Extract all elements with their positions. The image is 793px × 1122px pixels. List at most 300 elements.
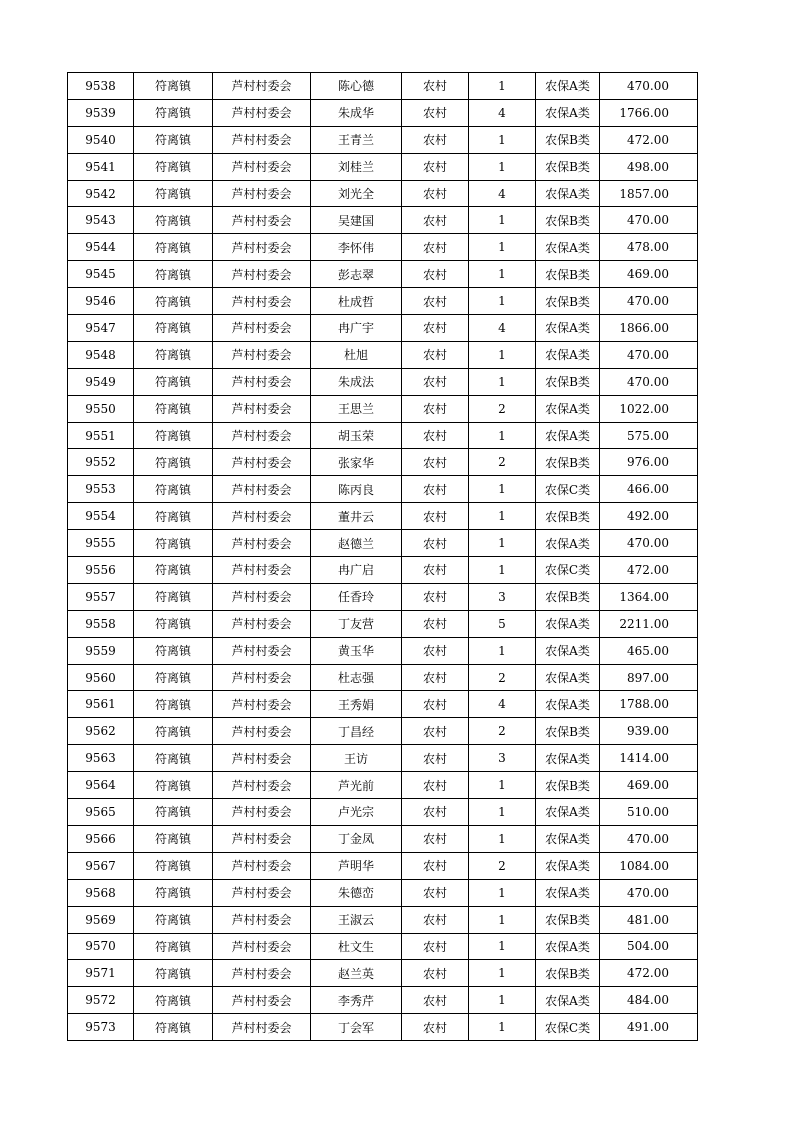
household-size-cell: 1 <box>469 422 536 449</box>
id-cell: 9543 <box>68 207 134 234</box>
name-cell: 丁昌经 <box>311 718 402 745</box>
town-cell: 符离镇 <box>134 745 213 772</box>
name-cell: 李怀伟 <box>311 234 402 261</box>
household-size-cell: 1 <box>469 637 536 664</box>
table-row <box>68 960 698 987</box>
village-cell: 芦村村委会 <box>213 180 311 207</box>
table-row <box>68 933 698 960</box>
household-size-cell: 1 <box>469 126 536 153</box>
table-row <box>68 745 698 772</box>
table-row <box>68 852 698 879</box>
table-row <box>68 99 698 126</box>
category-cell: 农保C类 <box>536 1014 600 1041</box>
household-size-cell: 1 <box>469 234 536 261</box>
category-cell: 农保A类 <box>536 234 600 261</box>
area-type-cell: 农村 <box>402 288 469 315</box>
name-cell: 吴建国 <box>311 207 402 234</box>
amount-cell: 897.00 <box>600 664 698 691</box>
area-type-cell: 农村 <box>402 99 469 126</box>
id-cell: 9557 <box>68 583 134 610</box>
amount-cell: 466.00 <box>600 476 698 503</box>
category-cell: 农保A类 <box>536 852 600 879</box>
town-cell: 符离镇 <box>134 395 213 422</box>
name-cell: 赵德兰 <box>311 530 402 557</box>
area-type-cell: 农村 <box>402 153 469 180</box>
household-size-cell: 1 <box>469 530 536 557</box>
town-cell: 符离镇 <box>134 180 213 207</box>
category-cell: 农保B类 <box>536 772 600 799</box>
id-cell: 9570 <box>68 933 134 960</box>
table-row <box>68 691 698 718</box>
amount-cell: 1364.00 <box>600 583 698 610</box>
name-cell: 胡玉荣 <box>311 422 402 449</box>
category-cell: 农保B类 <box>536 288 600 315</box>
household-size-cell: 1 <box>469 503 536 530</box>
area-type-cell: 农村 <box>402 315 469 342</box>
amount-cell: 1766.00 <box>600 99 698 126</box>
area-type-cell: 农村 <box>402 1014 469 1041</box>
category-cell: 农保A类 <box>536 180 600 207</box>
town-cell: 符离镇 <box>134 772 213 799</box>
village-cell: 芦村村委会 <box>213 341 311 368</box>
category-cell: 农保A类 <box>536 933 600 960</box>
area-type-cell: 农村 <box>402 503 469 530</box>
amount-cell: 510.00 <box>600 799 698 826</box>
village-cell: 芦村村委会 <box>213 718 311 745</box>
data-table <box>67 72 698 1041</box>
area-type-cell: 农村 <box>402 718 469 745</box>
area-type-cell: 农村 <box>402 664 469 691</box>
name-cell: 王青兰 <box>311 126 402 153</box>
amount-cell: 481.00 <box>600 906 698 933</box>
town-cell: 符离镇 <box>134 1014 213 1041</box>
id-cell: 9563 <box>68 745 134 772</box>
amount-cell: 469.00 <box>600 261 698 288</box>
name-cell: 冉广宇 <box>311 315 402 342</box>
village-cell: 芦村村委会 <box>213 449 311 476</box>
town-cell: 符离镇 <box>134 799 213 826</box>
table-row <box>68 234 698 261</box>
household-size-cell: 4 <box>469 180 536 207</box>
table-row <box>68 422 698 449</box>
village-cell: 芦村村委会 <box>213 288 311 315</box>
household-size-cell: 1 <box>469 557 536 584</box>
category-cell: 农保A类 <box>536 530 600 557</box>
category-cell: 农保A类 <box>536 395 600 422</box>
id-cell: 9572 <box>68 987 134 1014</box>
name-cell: 张家华 <box>311 449 402 476</box>
area-type-cell: 农村 <box>402 691 469 718</box>
name-cell: 王思兰 <box>311 395 402 422</box>
name-cell: 丁友营 <box>311 610 402 637</box>
village-cell: 芦村村委会 <box>213 799 311 826</box>
table-row <box>68 315 698 342</box>
household-size-cell: 1 <box>469 341 536 368</box>
household-size-cell: 1 <box>469 906 536 933</box>
table-row <box>68 718 698 745</box>
area-type-cell: 农村 <box>402 637 469 664</box>
category-cell: 农保B类 <box>536 503 600 530</box>
household-size-cell: 1 <box>469 207 536 234</box>
table-row <box>68 449 698 476</box>
table-row <box>68 610 698 637</box>
id-cell: 9560 <box>68 664 134 691</box>
id-cell: 9562 <box>68 718 134 745</box>
id-cell: 9555 <box>68 530 134 557</box>
amount-cell: 492.00 <box>600 503 698 530</box>
area-type-cell: 农村 <box>402 476 469 503</box>
area-type-cell: 农村 <box>402 126 469 153</box>
village-cell: 芦村村委会 <box>213 503 311 530</box>
id-cell: 9545 <box>68 261 134 288</box>
town-cell: 符离镇 <box>134 476 213 503</box>
id-cell: 9542 <box>68 180 134 207</box>
name-cell: 冉广启 <box>311 557 402 584</box>
town-cell: 符离镇 <box>134 906 213 933</box>
table-row <box>68 180 698 207</box>
table-row <box>68 987 698 1014</box>
area-type-cell: 农村 <box>402 557 469 584</box>
name-cell: 李秀芹 <box>311 987 402 1014</box>
household-size-cell: 3 <box>469 745 536 772</box>
category-cell: 农保A类 <box>536 315 600 342</box>
name-cell: 陈丙良 <box>311 476 402 503</box>
household-size-cell: 1 <box>469 153 536 180</box>
amount-cell: 470.00 <box>600 879 698 906</box>
category-cell: 农保A类 <box>536 637 600 664</box>
amount-cell: 484.00 <box>600 987 698 1014</box>
household-size-cell: 2 <box>469 449 536 476</box>
village-cell: 芦村村委会 <box>213 664 311 691</box>
village-cell: 芦村村委会 <box>213 368 311 395</box>
id-cell: 9565 <box>68 799 134 826</box>
id-cell: 9558 <box>68 610 134 637</box>
table-row <box>68 557 698 584</box>
table-row <box>68 395 698 422</box>
category-cell: 农保B类 <box>536 583 600 610</box>
village-cell: 芦村村委会 <box>213 315 311 342</box>
id-cell: 9564 <box>68 772 134 799</box>
area-type-cell: 农村 <box>402 341 469 368</box>
id-cell: 9548 <box>68 341 134 368</box>
table-row <box>68 207 698 234</box>
village-cell: 芦村村委会 <box>213 557 311 584</box>
village-cell: 芦村村委会 <box>213 530 311 557</box>
category-cell: 农保A类 <box>536 664 600 691</box>
village-cell: 芦村村委会 <box>213 261 311 288</box>
category-cell: 农保C类 <box>536 557 600 584</box>
town-cell: 符离镇 <box>134 288 213 315</box>
name-cell: 刘桂兰 <box>311 153 402 180</box>
household-size-cell: 1 <box>469 879 536 906</box>
name-cell: 杜成哲 <box>311 288 402 315</box>
id-cell: 9566 <box>68 825 134 852</box>
area-type-cell: 农村 <box>402 583 469 610</box>
area-type-cell: 农村 <box>402 73 469 100</box>
category-cell: 农保A类 <box>536 799 600 826</box>
amount-cell: 465.00 <box>600 637 698 664</box>
village-cell: 芦村村委会 <box>213 852 311 879</box>
table-row <box>68 906 698 933</box>
name-cell: 朱德峦 <box>311 879 402 906</box>
household-size-cell: 2 <box>469 852 536 879</box>
town-cell: 符离镇 <box>134 341 213 368</box>
name-cell: 王访 <box>311 745 402 772</box>
amount-cell: 491.00 <box>600 1014 698 1041</box>
table-row <box>68 476 698 503</box>
id-cell: 9573 <box>68 1014 134 1041</box>
name-cell: 任香玲 <box>311 583 402 610</box>
household-size-cell: 1 <box>469 476 536 503</box>
id-cell: 9561 <box>68 691 134 718</box>
name-cell: 朱成法 <box>311 368 402 395</box>
village-cell: 芦村村委会 <box>213 906 311 933</box>
town-cell: 符离镇 <box>134 637 213 664</box>
town-cell: 符离镇 <box>134 960 213 987</box>
category-cell: 农保B类 <box>536 906 600 933</box>
household-size-cell: 4 <box>469 99 536 126</box>
amount-cell: 469.00 <box>600 772 698 799</box>
name-cell: 陈心德 <box>311 73 402 100</box>
town-cell: 符离镇 <box>134 368 213 395</box>
amount-cell: 504.00 <box>600 933 698 960</box>
household-size-cell: 2 <box>469 395 536 422</box>
amount-cell: 1084.00 <box>600 852 698 879</box>
village-cell: 芦村村委会 <box>213 772 311 799</box>
area-type-cell: 农村 <box>402 987 469 1014</box>
amount-cell: 1866.00 <box>600 315 698 342</box>
table-row <box>68 1014 698 1041</box>
amount-cell: 470.00 <box>600 73 698 100</box>
id-cell: 9571 <box>68 960 134 987</box>
name-cell: 刘光全 <box>311 180 402 207</box>
village-cell: 芦村村委会 <box>213 234 311 261</box>
table-row <box>68 368 698 395</box>
category-cell: 农保A类 <box>536 879 600 906</box>
household-size-cell: 4 <box>469 691 536 718</box>
amount-cell: 470.00 <box>600 530 698 557</box>
category-cell: 农保B类 <box>536 368 600 395</box>
category-cell: 农保B类 <box>536 153 600 180</box>
amount-cell: 2211.00 <box>600 610 698 637</box>
household-size-cell: 1 <box>469 288 536 315</box>
village-cell: 芦村村委会 <box>213 879 311 906</box>
name-cell: 芦光前 <box>311 772 402 799</box>
town-cell: 符离镇 <box>134 449 213 476</box>
household-size-cell: 1 <box>469 799 536 826</box>
name-cell: 黄玉华 <box>311 637 402 664</box>
town-cell: 符离镇 <box>134 99 213 126</box>
town-cell: 符离镇 <box>134 718 213 745</box>
household-size-cell: 1 <box>469 73 536 100</box>
category-cell: 农保A类 <box>536 610 600 637</box>
category-cell: 农保A类 <box>536 691 600 718</box>
id-cell: 9559 <box>68 637 134 664</box>
area-type-cell: 农村 <box>402 772 469 799</box>
amount-cell: 575.00 <box>600 422 698 449</box>
id-cell: 9539 <box>68 99 134 126</box>
village-cell: 芦村村委会 <box>213 583 311 610</box>
area-type-cell: 农村 <box>402 368 469 395</box>
name-cell: 丁会军 <box>311 1014 402 1041</box>
table-row <box>68 126 698 153</box>
table-row <box>68 153 698 180</box>
area-type-cell: 农村 <box>402 745 469 772</box>
village-cell: 芦村村委会 <box>213 73 311 100</box>
category-cell: 农保B类 <box>536 960 600 987</box>
table-row <box>68 879 698 906</box>
town-cell: 符离镇 <box>134 73 213 100</box>
town-cell: 符离镇 <box>134 207 213 234</box>
id-cell: 9568 <box>68 879 134 906</box>
id-cell: 9541 <box>68 153 134 180</box>
town-cell: 符离镇 <box>134 530 213 557</box>
household-size-cell: 1 <box>469 933 536 960</box>
household-size-cell: 3 <box>469 583 536 610</box>
table-row <box>68 503 698 530</box>
town-cell: 符离镇 <box>134 691 213 718</box>
town-cell: 符离镇 <box>134 557 213 584</box>
name-cell: 朱成华 <box>311 99 402 126</box>
village-cell: 芦村村委会 <box>213 637 311 664</box>
id-cell: 9552 <box>68 449 134 476</box>
amount-cell: 470.00 <box>600 368 698 395</box>
name-cell: 杜旭 <box>311 341 402 368</box>
id-cell: 9549 <box>68 368 134 395</box>
category-cell: 农保A类 <box>536 987 600 1014</box>
town-cell: 符离镇 <box>134 583 213 610</box>
category-cell: 农保A类 <box>536 825 600 852</box>
amount-cell: 498.00 <box>600 153 698 180</box>
village-cell: 芦村村委会 <box>213 960 311 987</box>
id-cell: 9551 <box>68 422 134 449</box>
id-cell: 9553 <box>68 476 134 503</box>
table-row <box>68 261 698 288</box>
amount-cell: 478.00 <box>600 234 698 261</box>
table-row <box>68 825 698 852</box>
village-cell: 芦村村委会 <box>213 126 311 153</box>
household-size-cell: 4 <box>469 315 536 342</box>
town-cell: 符离镇 <box>134 153 213 180</box>
amount-cell: 470.00 <box>600 207 698 234</box>
area-type-cell: 农村 <box>402 799 469 826</box>
village-cell: 芦村村委会 <box>213 933 311 960</box>
household-size-cell: 1 <box>469 1014 536 1041</box>
amount-cell: 472.00 <box>600 960 698 987</box>
name-cell: 彭志翠 <box>311 261 402 288</box>
area-type-cell: 农村 <box>402 422 469 449</box>
area-type-cell: 农村 <box>402 960 469 987</box>
name-cell: 王淑云 <box>311 906 402 933</box>
town-cell: 符离镇 <box>134 825 213 852</box>
area-type-cell: 农村 <box>402 610 469 637</box>
amount-cell: 472.00 <box>600 126 698 153</box>
id-cell: 9540 <box>68 126 134 153</box>
area-type-cell: 农村 <box>402 852 469 879</box>
category-cell: 农保A类 <box>536 73 600 100</box>
name-cell: 王秀娟 <box>311 691 402 718</box>
household-size-cell: 2 <box>469 664 536 691</box>
household-size-cell: 1 <box>469 368 536 395</box>
id-cell: 9547 <box>68 315 134 342</box>
id-cell: 9554 <box>68 503 134 530</box>
amount-cell: 1857.00 <box>600 180 698 207</box>
id-cell: 9546 <box>68 288 134 315</box>
name-cell: 杜文生 <box>311 933 402 960</box>
household-size-cell: 1 <box>469 960 536 987</box>
village-cell: 芦村村委会 <box>213 610 311 637</box>
village-cell: 芦村村委会 <box>213 825 311 852</box>
table-row <box>68 73 698 100</box>
town-cell: 符离镇 <box>134 933 213 960</box>
category-cell: 农保B类 <box>536 207 600 234</box>
table-row <box>68 637 698 664</box>
name-cell: 董井云 <box>311 503 402 530</box>
amount-cell: 470.00 <box>600 825 698 852</box>
table-row <box>68 664 698 691</box>
village-cell: 芦村村委会 <box>213 691 311 718</box>
category-cell: 农保A类 <box>536 99 600 126</box>
amount-cell: 1788.00 <box>600 691 698 718</box>
village-cell: 芦村村委会 <box>213 476 311 503</box>
table-row <box>68 799 698 826</box>
town-cell: 符离镇 <box>134 852 213 879</box>
category-cell: 农保B类 <box>536 449 600 476</box>
id-cell: 9556 <box>68 557 134 584</box>
category-cell: 农保B类 <box>536 261 600 288</box>
id-cell: 9544 <box>68 234 134 261</box>
town-cell: 符离镇 <box>134 315 213 342</box>
town-cell: 符离镇 <box>134 987 213 1014</box>
area-type-cell: 农村 <box>402 449 469 476</box>
amount-cell: 976.00 <box>600 449 698 476</box>
table-row <box>68 341 698 368</box>
name-cell: 丁金凤 <box>311 825 402 852</box>
table-row <box>68 772 698 799</box>
household-size-cell: 1 <box>469 825 536 852</box>
id-cell: 9538 <box>68 73 134 100</box>
area-type-cell: 农村 <box>402 825 469 852</box>
household-size-cell: 5 <box>469 610 536 637</box>
amount-cell: 939.00 <box>600 718 698 745</box>
village-cell: 芦村村委会 <box>213 987 311 1014</box>
household-size-cell: 1 <box>469 772 536 799</box>
area-type-cell: 农村 <box>402 530 469 557</box>
name-cell: 卢光宗 <box>311 799 402 826</box>
town-cell: 符离镇 <box>134 879 213 906</box>
table-row <box>68 530 698 557</box>
id-cell: 9550 <box>68 395 134 422</box>
area-type-cell: 农村 <box>402 180 469 207</box>
area-type-cell: 农村 <box>402 879 469 906</box>
village-cell: 芦村村委会 <box>213 422 311 449</box>
amount-cell: 1022.00 <box>600 395 698 422</box>
name-cell: 赵兰英 <box>311 960 402 987</box>
category-cell: 农保B类 <box>536 718 600 745</box>
town-cell: 符离镇 <box>134 664 213 691</box>
town-cell: 符离镇 <box>134 234 213 261</box>
name-cell: 杜志强 <box>311 664 402 691</box>
table-body <box>68 73 698 1041</box>
amount-cell: 470.00 <box>600 288 698 315</box>
household-size-cell: 1 <box>469 261 536 288</box>
village-cell: 芦村村委会 <box>213 1014 311 1041</box>
category-cell: 农保C类 <box>536 476 600 503</box>
village-cell: 芦村村委会 <box>213 153 311 180</box>
village-cell: 芦村村委会 <box>213 745 311 772</box>
village-cell: 芦村村委会 <box>213 395 311 422</box>
category-cell: 农保A类 <box>536 341 600 368</box>
